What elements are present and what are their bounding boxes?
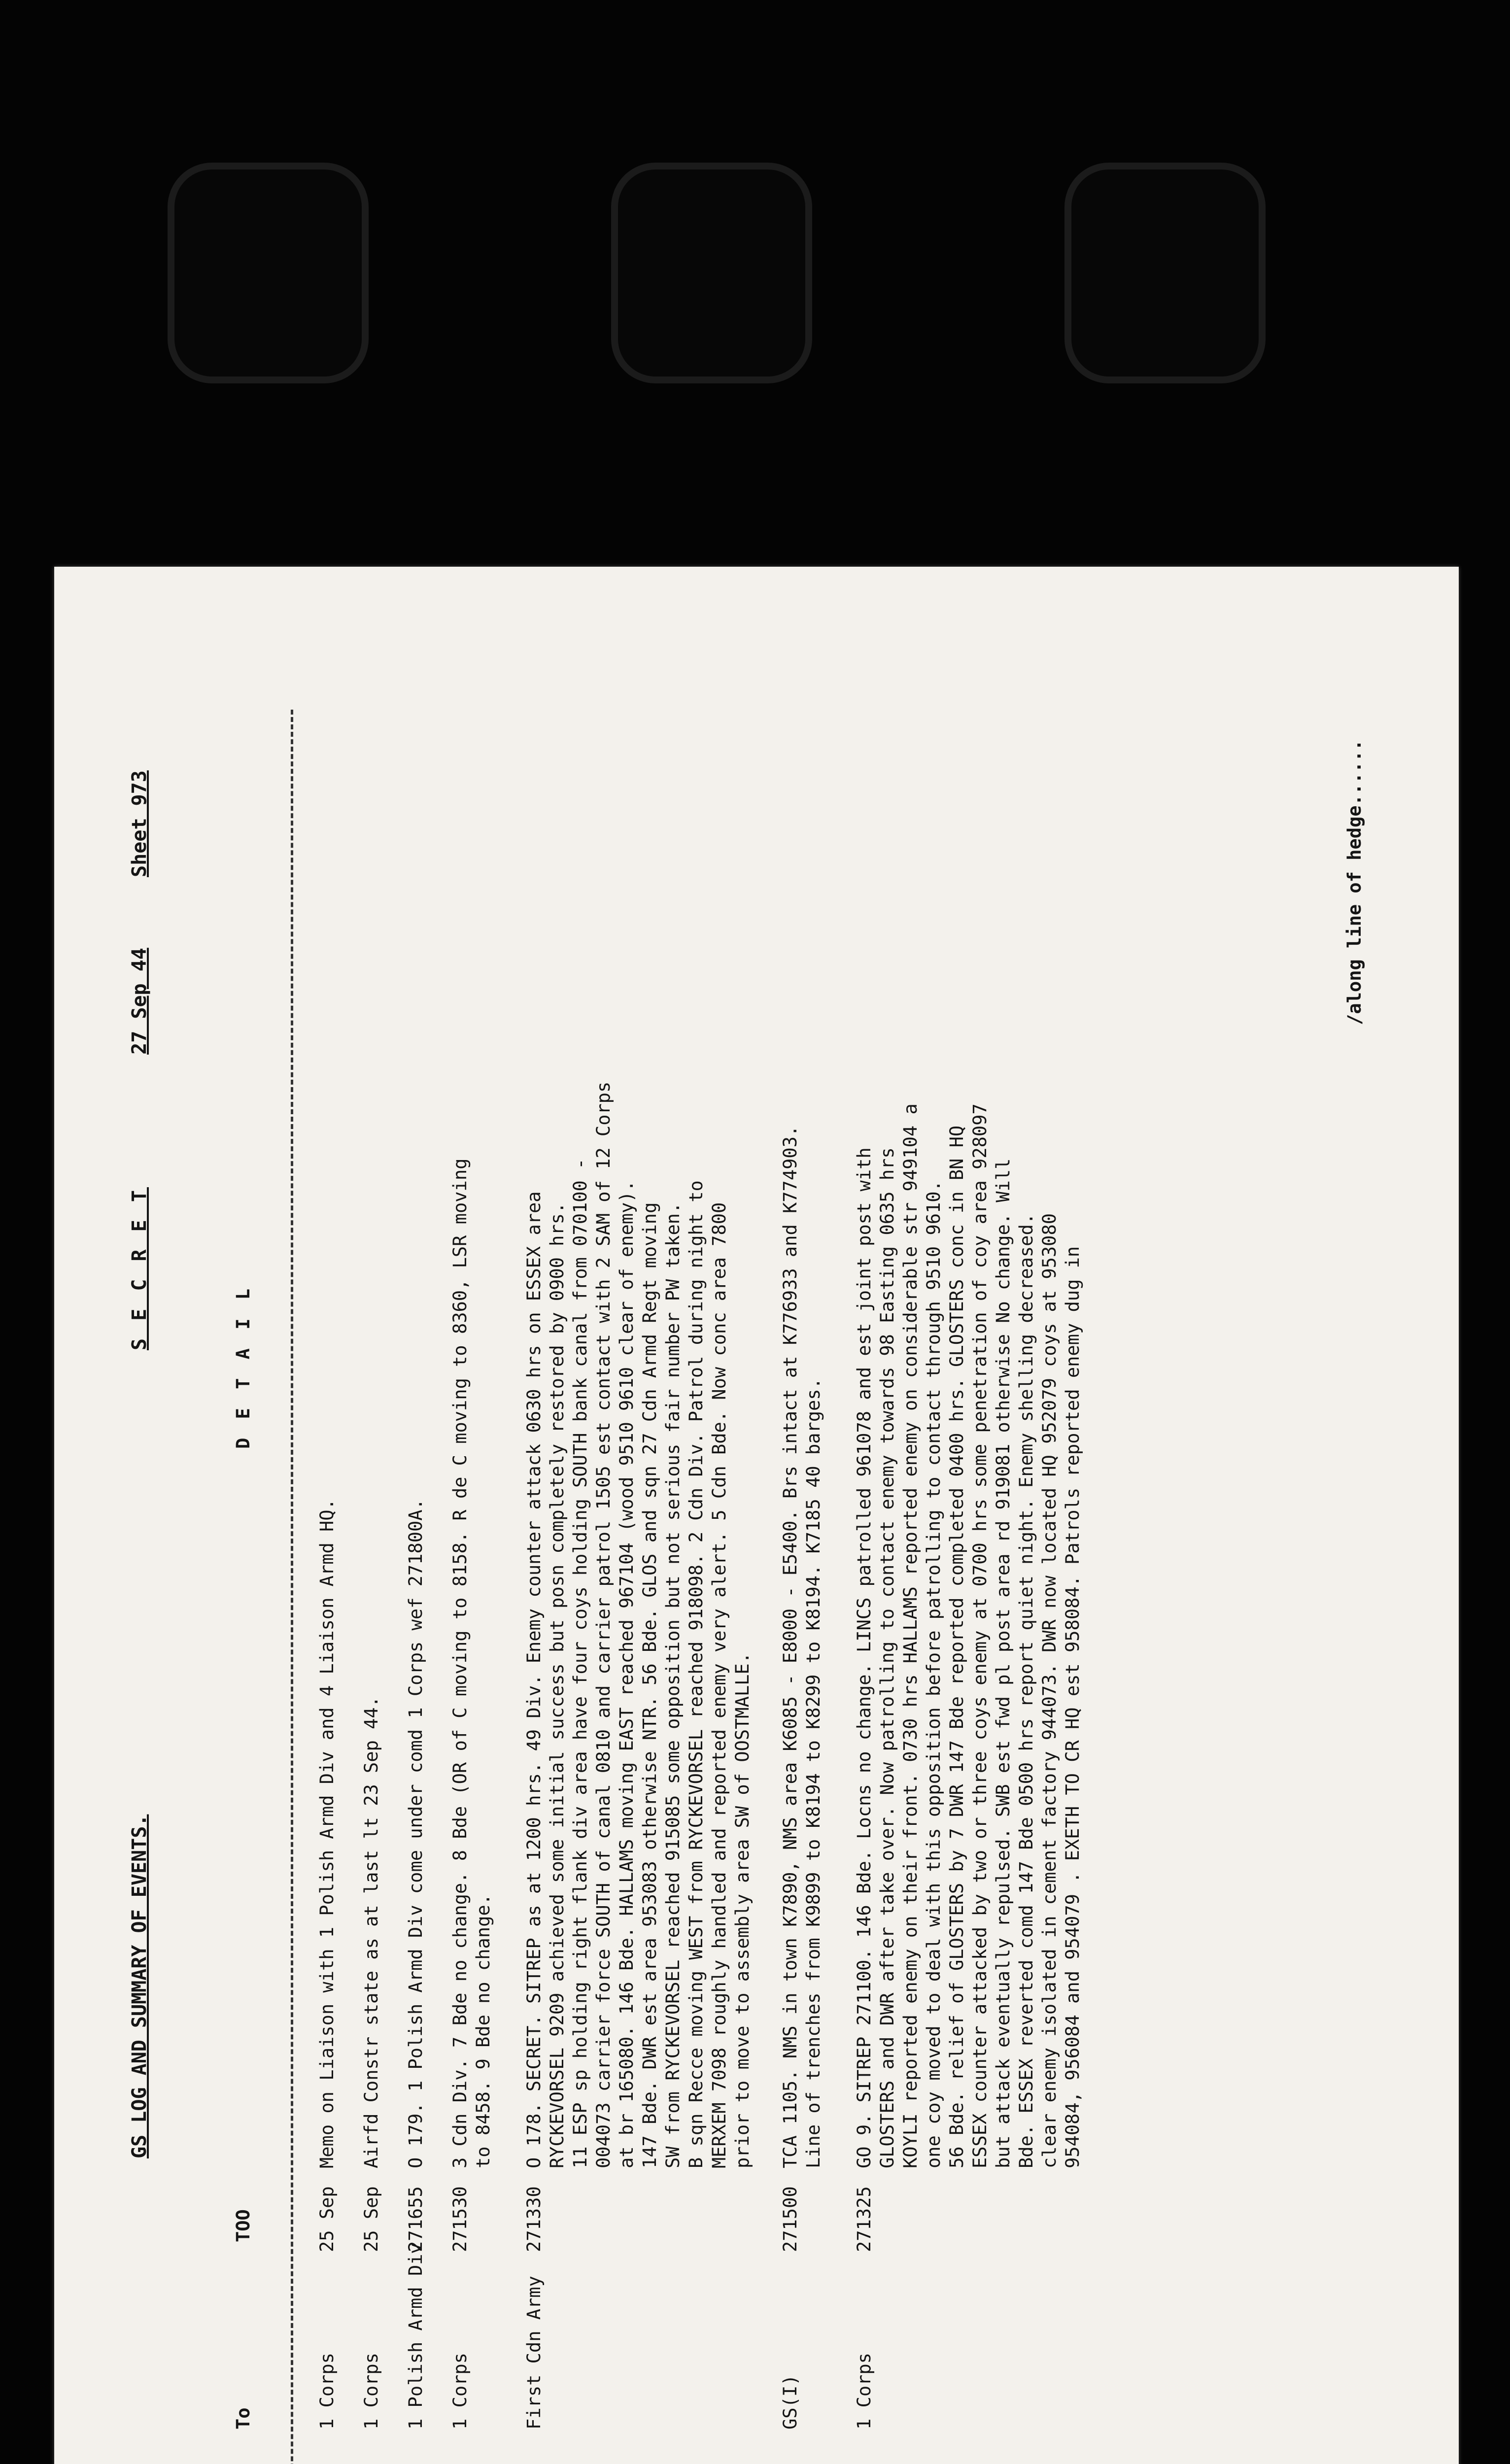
continuation-note: /along line of hedge......	[1344, 739, 1365, 1025]
detail-line: 004073 carrier force SOUTH of canal 0810 and carrier patrol 1505 est contact with 2 SAM of 12 Corps	[593, 1081, 614, 2168]
entry-too: 25 Sep	[361, 2186, 382, 2252]
document-date: 27 Sep 44	[128, 948, 151, 1055]
entry-to: GS(I)	[780, 2374, 801, 2430]
detail-line: Airfd Constr state as at last lt 23 Sep 44.	[361, 1696, 382, 2168]
film-sprocket-hole	[611, 163, 812, 383]
entry-to: 1 Corps	[361, 2353, 382, 2430]
detail-line: Bde. ESSEX reverted comd 147 Bde 0500 hrs report quiet night. Enemy shelling decreased.	[1016, 1213, 1037, 2168]
entry-detail	[448, 665, 495, 2168]
entry-to: 1 Corps	[854, 2353, 875, 2430]
detail-line: B sqn Recce moving WEST from RYCKEVORSEL reached 918098. 2 Cdn Div. Patrol during night to	[686, 1180, 707, 2168]
detail-line: 954084, 956084 and 954079 . EXETH TO CR HQ est 958084. Patrols reported enemy dug in	[1062, 1246, 1083, 2168]
detail-line: 56 Bde. relief of GLOSTERS by 7 DWR 147 Bde reported completed 0400 hrs. GLOSTERS conc in BN HQ	[946, 1125, 967, 2168]
entry-to: 1 Corps	[316, 2353, 338, 2430]
detail-line: clear enemy isolated in cement factory 944073. DWR now located HQ 952079 coys at 953080	[1039, 1213, 1060, 2168]
detail-line: 3 Cdn Div. 7 Bde no change. 8 Bde (OR of C moving to 8158. R de C moving to 8360, LSR moving	[449, 1158, 471, 2168]
detail-line: to 8458. 9 Bde no change.	[473, 1894, 494, 2168]
entry-to: 1 Corps	[449, 2353, 471, 2430]
detail-line: MERXEM 7098 roughly handled and reported enemy very alert. 5 Cdn Bde. Now conc area 7800	[709, 1202, 730, 2168]
entry-too: 271500	[780, 2186, 801, 2252]
detail-line: GO 9. SITREP 271100. 146 Bde. Locns no change. LINCS patrolled 961078 and est joint post with	[854, 1147, 875, 2168]
rotated-sheet	[54, 567, 1459, 2464]
entry-detail	[404, 665, 427, 2168]
detail-line: Memo on Liaison with 1 Polish Armd Div and 4 Liaison Armd HQ.	[316, 1499, 338, 2168]
column-to: To	[233, 2407, 254, 2430]
entry-detail	[315, 665, 339, 2168]
column-too: TOO	[233, 2209, 254, 2242]
entry-to: First Cdn Army	[523, 2276, 545, 2430]
detail-line: O 178. SECRET. SITREP as at 1200 hrs. 49 Div. Enemy counter attack 0630 hrs on ESSEX area	[523, 1191, 545, 2168]
log-sheet	[54, 567, 1459, 2464]
detail-line: GLOSTERS and DWR after take over. Now patrolling to contact enemy towards 98 Easting 0635 hrs	[877, 1147, 898, 2168]
detail-line: prior to move to assembly area SW of OOSTMALLE.	[732, 1652, 753, 2168]
detail-line: ESSEX counter attacked by two or three coys enemy at 0700 hrs some penetration of coy area 928097	[969, 1103, 991, 2168]
sheet-number: Sheet 973	[128, 770, 151, 877]
entry-detail	[360, 665, 383, 2168]
column-detail: D E T A I L	[233, 1284, 254, 1449]
document-page	[54, 567, 1459, 2464]
header-divider	[291, 710, 293, 2464]
entry-detail	[853, 665, 1084, 2168]
detail-line: KOYLI reported enemy on their front. 0730 hrs HALLAMS reported enemy on considerable str 949104 a	[900, 1103, 921, 2168]
detail-line: at br 165080. 146 Bde. HALLAMS moving EAST reached 967104 (wood 9510 9610 clear of enemy).	[616, 1180, 637, 2168]
detail-line: TCA 1105. NMS in town K7890, NMS area K6085 - E8000 - E5400. Brs intact at K776933 and K774903.	[780, 1125, 801, 2168]
detail-line: SW from RYCKEVORSEL reached 915085 some opposition but not serious fair number PW taken.	[662, 1202, 684, 2168]
classification-marking: S E C R E T	[128, 1187, 151, 1350]
entry-too: 25 Sep	[316, 2186, 338, 2252]
entry-to: 1 Polish Armd Div	[405, 2243, 426, 2430]
detail-line: O 179. 1 Polish Armd Div come under comd 1 Corps wef 271800A.	[405, 1499, 426, 2168]
entry-detail	[779, 665, 825, 2168]
detail-line: one coy moved to deal with this opposition before patrolling to contact through 9510 9610.	[923, 1180, 944, 2168]
detail-line: RYCKEVORSEL 9209 achieved some initial success but posn completely restored by 0900 hrs.	[547, 1202, 568, 2168]
film-sprocket-hole	[168, 163, 369, 383]
entry-too: 271330	[523, 2186, 545, 2252]
film-sprocket-hole	[1064, 163, 1266, 383]
document-title: GS LOG AND SUMMARY OF EVENTS.	[128, 1814, 151, 2158]
entry-too: 271655	[405, 2186, 426, 2252]
entry-detail	[522, 665, 754, 2168]
detail-line: 11 ESP sp holding right flank div area have four coys holding SOUTH bank canal from 070100 -	[570, 1158, 591, 2168]
detail-line: but attack eventually repulsed. SWB est fwd pl post area rd 919081 otherwise No change. Will	[993, 1158, 1014, 2168]
detail-line: 147 Bde. DWR est area 953083 otherwise NTR. 56 Bde. GLOS and sqn 27 Cdn Armd Regt moving	[639, 1202, 660, 2168]
entry-too: 271325	[854, 2186, 875, 2252]
detail-line: Line of trenches from K9899 to K8194 to K8299 to K8194. K7185 40 barges.	[803, 1378, 824, 2168]
entry-too: 271530	[449, 2186, 471, 2252]
